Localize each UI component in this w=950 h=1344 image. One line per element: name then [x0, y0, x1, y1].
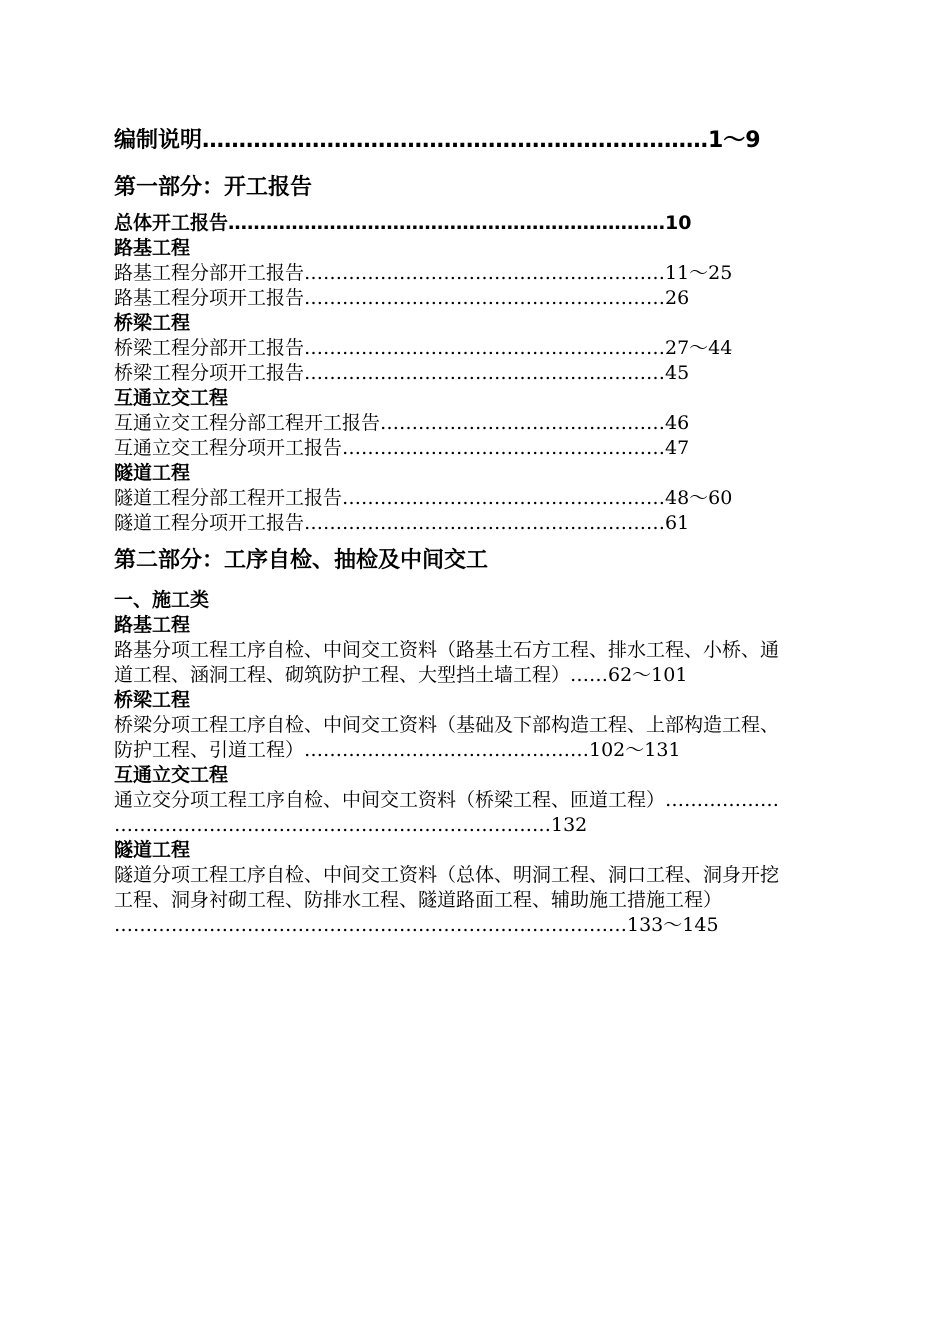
bridge-heading-2: 桥梁工程	[114, 689, 191, 711]
toc-entry-roadbed-division: 路基工程分部开工报告…………………………………………………11～25	[114, 262, 733, 284]
part-one-title: 第一部分：开工报告	[114, 175, 313, 200]
bridge-heading: 桥梁工程	[114, 312, 191, 334]
toc-entry-tunnel-inspection-line-2: 工程、洞身衬砌工程、防排水工程、隧道路面工程、辅助施工措施工程）	[114, 889, 723, 911]
roadbed-heading-2: 路基工程	[114, 614, 191, 636]
roadbed-heading: 路基工程	[114, 237, 191, 259]
construction-section-heading: 一、施工类	[114, 589, 210, 611]
toc-entry-bridge-division: 桥梁工程分部开工报告…………………………………………………27～44	[114, 337, 733, 359]
toc-entry-roadbed-item: 路基工程分项开工报告…………………………………………………26	[114, 287, 690, 309]
toc-entry-bridge-inspection-line-1: 桥梁分项工程工序自检、中间交工资料（基础及下部构造工程、上部构造工程、	[114, 714, 780, 736]
toc-entry-interchange-item: 互通立交工程分项开工报告……………………………………………47	[114, 437, 690, 459]
toc-entry-overall-report: 总体开工报告……………………………………………………………10	[114, 212, 692, 234]
interchange-heading: 互通立交工程	[114, 387, 229, 409]
table-of-contents	[114, 126, 874, 938]
toc-entry-bridge-item: 桥梁工程分项开工报告…………………………………………………45	[114, 362, 690, 384]
toc-entry-roadbed-inspection-line-2: 道工程、涵洞工程、砌筑防护工程、大型挡土墙工程）……62～101	[114, 664, 688, 686]
toc-entry-interchange-division: 互通立交工程分部工程开工报告………………………………………46	[114, 412, 690, 434]
part-two-title: 第二部分：工序自检、抽检及中间交工	[114, 548, 489, 573]
toc-entry-roadbed-inspection-line-1: 路基分项工程工序自检、中间交工资料（路基土石方工程、排水工程、小桥、通	[114, 639, 780, 661]
tunnel-heading-2: 隧道工程	[114, 839, 191, 861]
toc-entry-bridge-inspection-line-2: 防护工程、引道工程）………………………………………102～131	[114, 739, 681, 761]
toc-entry-tunnel-inspection-line-3: ………………………………………………………………………133～145	[114, 914, 719, 936]
tunnel-heading: 隧道工程	[114, 462, 191, 484]
toc-entry-tunnel-item: 隧道工程分项开工报告…………………………………………………61	[114, 512, 690, 534]
toc-entry-interchange-inspection-line-2: ……………………………………………………………132	[114, 814, 588, 836]
interchange-heading-2: 互通立交工程	[114, 764, 229, 786]
toc-entry-interchange-inspection-line-1: 通立交分项工程工序自检、中间交工资料（桥梁工程、匝道工程）………………	[114, 789, 780, 811]
toc-entry-tunnel-inspection-line-1: 隧道分项工程工序自检、中间交工资料（总体、明洞工程、洞口工程、洞身开挖	[114, 864, 780, 886]
toc-entry-tunnel-division: 隧道工程分部工程开工报告……………………………………………48～60	[114, 487, 733, 509]
toc-entry-preface: 编制说明……………………………………………………………1～9	[114, 128, 761, 153]
